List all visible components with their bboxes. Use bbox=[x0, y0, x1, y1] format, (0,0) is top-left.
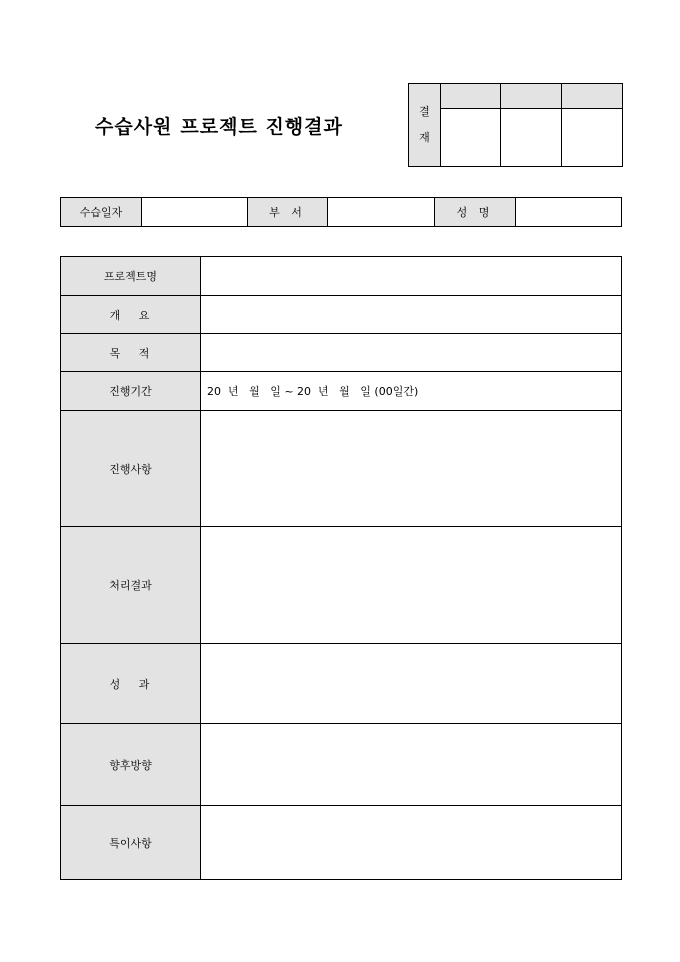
dept-field[interactable] bbox=[328, 198, 435, 227]
overview-field[interactable] bbox=[201, 296, 622, 334]
name-field[interactable] bbox=[516, 198, 622, 227]
approval-sign-cell[interactable] bbox=[501, 109, 562, 167]
approval-sign-cell[interactable] bbox=[562, 109, 623, 167]
approval-label-top: 결 bbox=[419, 105, 430, 118]
approval-header-cell bbox=[562, 84, 623, 109]
name-label: 성 명 bbox=[435, 198, 516, 227]
project-name-field[interactable] bbox=[201, 257, 622, 296]
achievement-label: 성 과 bbox=[61, 644, 201, 724]
overview-label: 개 요 bbox=[61, 296, 201, 334]
remarks-field[interactable] bbox=[201, 806, 622, 880]
date-label: 수습일자 bbox=[61, 198, 142, 227]
approval-header-cell bbox=[501, 84, 562, 109]
document-title bbox=[95, 112, 343, 139]
project-name-label: 프로젝트명 bbox=[61, 257, 201, 296]
purpose-label: 목 적 bbox=[61, 334, 201, 372]
approval-sign-cell[interactable] bbox=[441, 109, 501, 167]
purpose-field[interactable] bbox=[201, 334, 622, 372]
future-direction-field[interactable] bbox=[201, 724, 622, 806]
remarks-label: 특이사항 bbox=[61, 806, 201, 880]
date-field[interactable] bbox=[142, 198, 248, 227]
title-right: 프로젝트 진행결과 bbox=[180, 116, 343, 138]
progress-label: 진행사항 bbox=[61, 411, 201, 527]
approval-label-bottom: 재 bbox=[419, 131, 430, 144]
period-field[interactable]: 20 년 월 일 ~ 20 년 월 일 (00일간) bbox=[201, 372, 622, 411]
result-field[interactable] bbox=[201, 527, 622, 644]
future-direction-label: 향후방향 bbox=[61, 724, 201, 806]
main-table bbox=[60, 256, 622, 880]
progress-field[interactable] bbox=[201, 411, 622, 527]
approval-header-cell bbox=[441, 84, 501, 109]
info-row bbox=[60, 197, 622, 227]
period-label: 진행기간 bbox=[61, 372, 201, 411]
approval-box bbox=[408, 83, 623, 167]
title-left: 수습사원 bbox=[95, 116, 173, 138]
dept-label: 부 서 bbox=[248, 198, 328, 227]
result-label: 처리결과 bbox=[61, 527, 201, 644]
approval-label bbox=[409, 84, 441, 167]
achievement-field[interactable] bbox=[201, 644, 622, 724]
